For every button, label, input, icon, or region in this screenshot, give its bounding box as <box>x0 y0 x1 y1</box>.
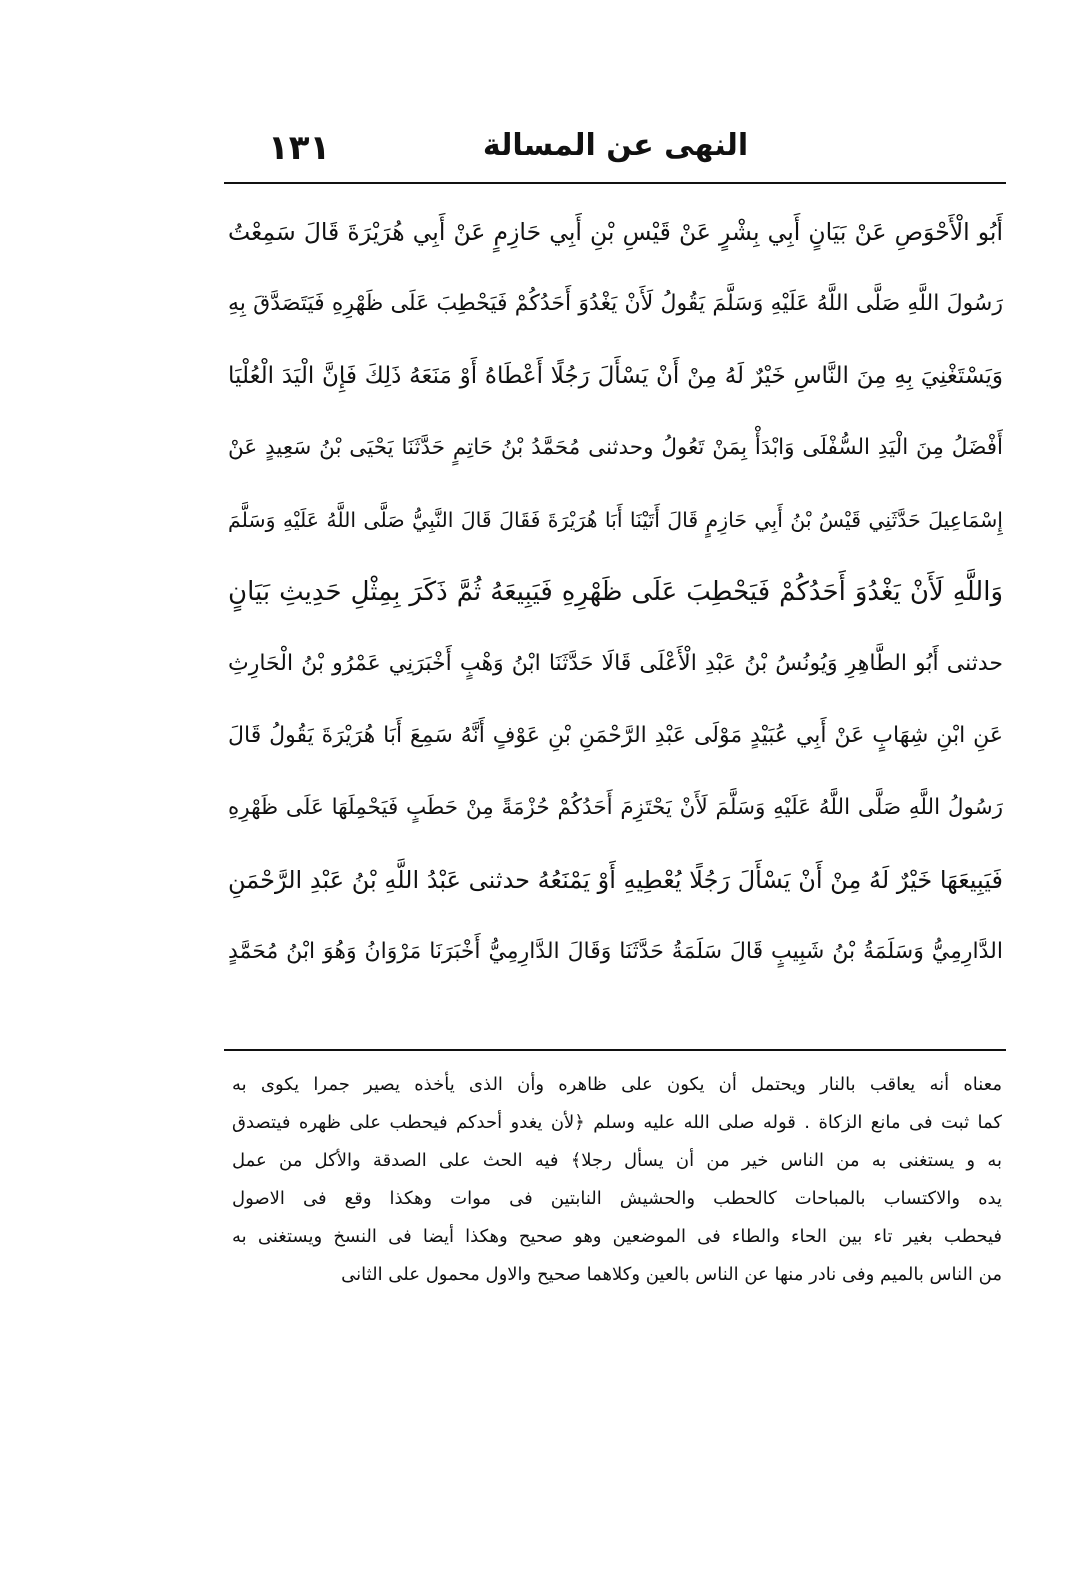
body-line: حدثنى أَبُو الطَّاهِرِ وَيُونُسُ بْنُ عَبْدِ الْأَعْلَى قَالَا حَدَّثَنَا ابْنُ وَهْبٍ أَخْبَرَنِي عَمْرُو بْنُ الْحَارِثِ <box>228 651 1003 676</box>
footnote-line: فيحطب بغير تاء بين الحاء والطاء فى الموضعين وهو صحيح وهكذا أيضا فى النسخ ويستغنى به <box>232 1226 1002 1247</box>
body-line: رَسُولُ اللَّهِ صَلَّى اللَّهُ عَلَيْهِ وَسَلَّمَ لَأَنْ يَحْتَزِمَ أَحَدُكُمْ حُزْمَةً مِنْ حَطَبٍ فَيَحْمِلَهَا عَلَى ظَهْرِهِ <box>228 795 1003 820</box>
footnote-line: به و يستغنى به من الناس خير من أن يسأل رجلا﴾ فيه الحث على الصدقة والأكل من عمل <box>232 1150 1002 1171</box>
footnote-line: من الناس بالميم وفى نادر منها عن الناس بالعين وكلاهما صحيح والاول محمول على الثانى <box>341 1264 1002 1285</box>
body-line: أَفْضَلُ مِنَ الْيَدِ السُّفْلَى وَابْدَأْ بِمَنْ تَعُولُ وحدثنى مُحَمَّدُ بْنُ حَاتِمٍ حَدَّثَنَا يَحْيَى بْنُ سَعِيدٍ عَنْ <box>228 435 1003 460</box>
body-line: إِسْمَاعِيلَ حَدَّثَنِي قَيْسُ بْنُ أَبِي حَازِمٍ قَالَ أَتَيْنَا أَبَا هُرَيْرَةَ فَقَالَ قَالَ النَّبِيُّ صَلَّى اللَّهُ عَلَيْهِ وَسَلَّمَ <box>228 508 1003 532</box>
body-line: عَنِ ابْنِ شِهَابٍ عَنْ أَبِي عُبَيْدٍ مَوْلَى عَبْدِ الرَّحْمَنِ بْنِ عَوْفٍ أَنَّهُ سَمِعَ أَبَا هُرَيْرَةَ يَقُولُ قَالَ <box>228 723 1003 748</box>
body-line: فَيَبِيعَهَا خَيْرٌ لَهُ مِنْ أَنْ يَسْأَلَ رَجُلًا يُعْطِيهِ أَوْ يَمْنَعُهُ حدثنى عَبْدُ اللَّهِ بْنُ عَبْدِ الرَّحْمَنِ <box>228 866 1003 894</box>
body-line: الدَّارِمِيُّ وَسَلَمَةُ بْنُ شَبِيبٍ قَالَ سَلَمَةُ حَدَّثَنَا وَقَالَ الدَّارِمِيُّ أَخْبَرَنَا مَرْوَانُ وَهُوَ ابْنُ مُحَمَّدٍ <box>228 939 1003 964</box>
body-line: رَسُولَ اللَّهِ صَلَّى اللَّهُ عَلَيْهِ وَسَلَّمَ يَقُولُ لَأَنْ يَغْدُوَ أَحَدُكُمْ فَيَحْطِبَ عَلَى ظَهْرِهِ فَيَتَصَدَّقَ بِهِ <box>228 291 1003 316</box>
footnote-line: يده والاكتساب بالمباحات كالحطب والحشيش النابتين فى موات وهكذا وقع فى الاصول <box>232 1188 1002 1209</box>
footnote-divider <box>224 1049 1006 1051</box>
body-line: أَبُو الْأَحْوَصِ عَنْ بَيَانٍ أَبِي بِشْرٍ عَنْ قَيْسِ بْنِ أَبِي حَازِمٍ عَنْ أَبِي هُرَيْرَةَ قَالَ سَمِعْتُ <box>228 218 1003 246</box>
main-text <box>228 196 1003 988</box>
header-divider <box>224 182 1006 184</box>
footnotes <box>232 1066 1002 1294</box>
footnote-line: كما ثبت فى مانع الزكاة . قوله صلى الله عليه وسلم ﴿لأن يغدو أحدكم فيحطب على ظهره فيتصدق <box>232 1112 1002 1133</box>
page-title: النهى عن المسالة <box>482 128 749 163</box>
body-line: وَاللَّهِ لَأَنْ يَغْدُوَ أَحَدُكُمْ فَيَحْطِبَ عَلَى ظَهْرِهِ فَيَبِيعَهُ ثُمَّ ذَكَرَ بِمِثْلِ حَدِيثِ بَيَانٍ <box>228 577 1003 607</box>
body-line: وَيَسْتَغْنِيَ بِهِ مِنَ النَّاسِ خَيْرٌ لَهُ مِنْ أَنْ يَسْأَلَ رَجُلًا أَعْطَاهُ أَوْ مَنَعَهُ ذَلِكَ فَإِنَّ الْيَدَ الْعُلْيَا <box>228 363 1003 389</box>
page-number: ١٣١ <box>268 128 331 168</box>
footnote-line: معناه أنه يعاقب بالنار ويحتمل أن يكون على ظاهره وأن الذى يأخذه يصير جمرا يكوى به <box>232 1074 1002 1095</box>
running-head <box>228 122 1003 182</box>
